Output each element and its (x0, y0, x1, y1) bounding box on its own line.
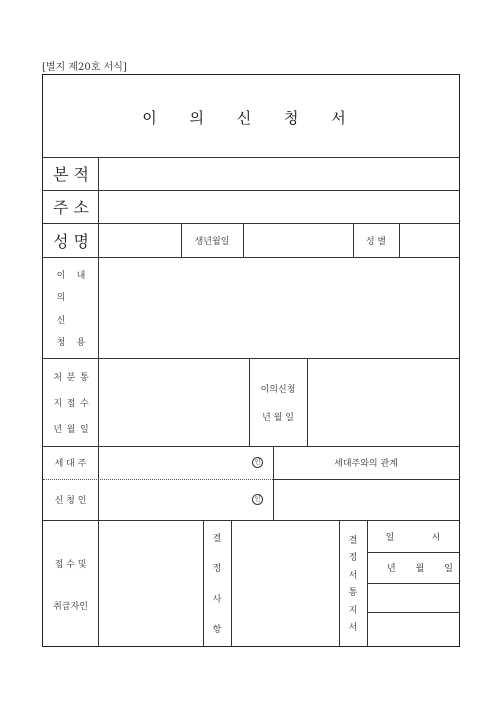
label-bonjeok (53, 157, 89, 190)
label-char: 일 (444, 564, 453, 574)
label-char: 사 (212, 594, 222, 605)
label-char: 년 (53, 424, 63, 435)
label-char: 용 (76, 338, 86, 349)
row-divider (43, 190, 459, 191)
form-number-caption: [별지 제20호 서식] (42, 62, 127, 73)
label-gender: 성 별 (365, 236, 387, 247)
column-divider (399, 223, 400, 257)
seal-mark-icon: 인 (252, 457, 263, 468)
label-char: 지 (53, 398, 63, 409)
label-char: 통 (348, 588, 358, 599)
form-title: 이 의 신 청 서 (142, 109, 360, 127)
label-char: 적 (73, 165, 89, 184)
label-char: 신 (56, 315, 66, 326)
label-char: 접 (66, 398, 76, 409)
row-divider (367, 612, 459, 613)
label-char: 항 (212, 624, 222, 635)
label-decision-items (203, 531, 231, 635)
label-char: 년 (387, 564, 396, 574)
column-divider (243, 223, 244, 257)
label-objection-date-1: 이의신청 (260, 385, 296, 395)
label-char: 결 (348, 536, 358, 546)
label-char: 분 (66, 372, 76, 383)
label-objection-content (51, 263, 91, 353)
label-objection-date-2: 년 월 일 (262, 413, 294, 423)
label-char: 내 (76, 270, 86, 281)
label-char: 수 (79, 398, 89, 409)
label-disposition-notice-date (51, 363, 91, 441)
label-birthdate: 생년월일 (194, 236, 230, 247)
objection-application-form (42, 74, 460, 647)
label-char: 이 (56, 270, 66, 281)
label-decision-notice (339, 533, 367, 633)
label-char: 서 (348, 570, 358, 581)
label-char: 일 (385, 532, 395, 543)
label-column-divider (98, 157, 99, 647)
row-divider (367, 583, 459, 584)
label-char: 월 (66, 424, 76, 435)
label-char: 명 (73, 231, 89, 251)
column-divider (231, 520, 232, 647)
label-char: 소 (73, 198, 89, 217)
label-char: 지 (348, 605, 358, 616)
label-char: 본 (53, 165, 69, 184)
label-datetime (367, 520, 459, 552)
row-divider (273, 479, 459, 480)
label-char: 청 (56, 338, 66, 349)
label-char: 의 (56, 293, 66, 304)
label-applicant: 신 청 인 (54, 496, 87, 506)
label-receipt-2: 취급자인 (53, 602, 88, 612)
label-decision-date (387, 552, 453, 583)
seal-mark-icon: 인 (252, 494, 263, 505)
row-divider (43, 257, 459, 258)
label-household-relation: 세대주와의 관계 (334, 459, 398, 469)
label-char: 정 (348, 553, 358, 564)
label-char: 정 (212, 564, 222, 575)
label-char: 월 (415, 564, 425, 574)
column-divider (307, 358, 308, 446)
label-seongmyeong (53, 223, 89, 257)
column-divider (249, 358, 250, 446)
row-divider (43, 157, 459, 158)
label-char: 일 (79, 424, 89, 435)
label-char: 처 (53, 372, 63, 383)
label-head-of-household: 세 대 주 (54, 459, 87, 469)
label-char: 시 (431, 532, 441, 543)
label-char: 통 (79, 372, 89, 383)
label-receipt-1: 접 수 및 (54, 560, 87, 570)
label-char: 서 (348, 622, 358, 633)
label-char: 결 (212, 534, 222, 544)
row-divider (43, 358, 459, 359)
label-char: 주 (53, 198, 69, 217)
label-juso (53, 190, 89, 223)
label-char: 성 (53, 231, 69, 251)
